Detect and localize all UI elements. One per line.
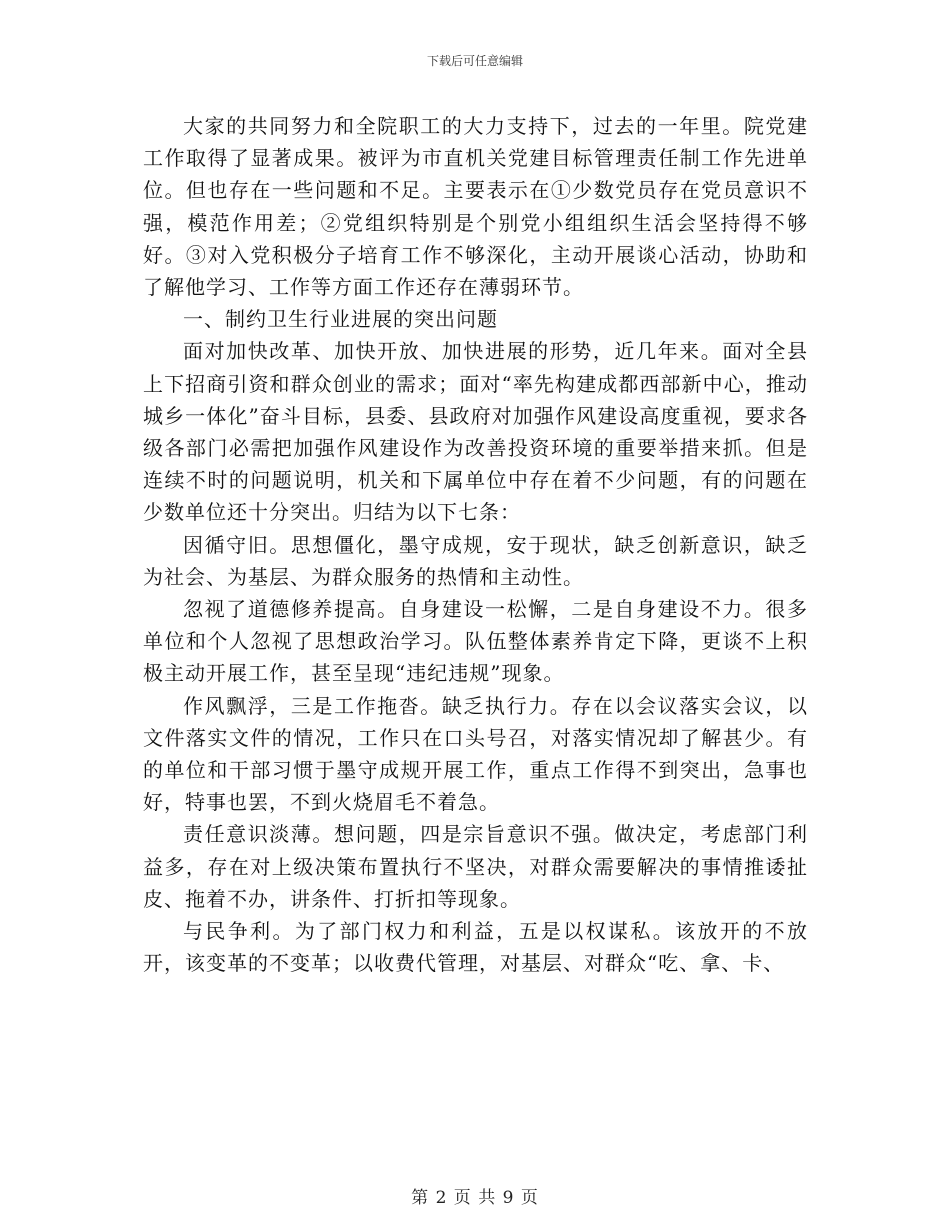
paragraph-3: 因循守旧。思想僵化，墨守成规，安于现状，缺乏创新意识，缺乏为社会、为基层、为群众服务的热情和主动性。 bbox=[143, 532, 808, 589]
paragraph-2: 面对加快改革、加快开放、加快进展的形势，近几年来。面对全县上下招商引资和群众创业的需求；面对“率先构建成都西部新中心，推动城乡一体化”奋斗目标，县委、县政府对加强作风建设高度重视，要求各级各部门必需把加强作风建设作为改善投资环境的重要举措来抓。但是连续不时的问题说明，机关和下属单位中存在着不少问题，有的问题在少数单位还十分突出。归结为以下七条： bbox=[143, 339, 808, 525]
section-heading: 一、制约卫生行业进展的突出问题 bbox=[183, 307, 498, 332]
document-body bbox=[143, 110, 808, 979]
paragraph-6: 责任意识淡薄。想问题，四是宗旨意识不强。做决定，考虑部门利益多，存在对上级决策布置执行不坚决，对群众需要解决的事情推诿扯皮、拖着不办，讲条件、打折扣等现象。 bbox=[143, 822, 808, 911]
paragraph-4: 忽视了道德修养提高。自身建设一松懈，二是自身建设不力。很多单位和个人忽视了思想政治学习。队伍整体素养肯定下降，更谈不上积极主动开展工作，甚至呈现“违纪违规”现象。 bbox=[143, 597, 808, 686]
paragraph-7: 与民争利。为了部门权力和利益，五是以权谋私。该放开的不放开，该变革的不变革；以收费代管理，对基层、对群众“吃、拿、卡、 bbox=[143, 919, 808, 976]
page-header: 下载后可任意编辑 bbox=[426, 54, 523, 68]
paragraph-1: 大家的共同努力和全院职工的大力支持下，过去的一年里。院党建工作取得了显著成果。被评为市直机关党建目标管理责任制工作先进单位。但也存在一些问题和不足。主要表示在①少数党员存在党员意识不强，模范作用差；②党组织特别是个别党小组组织生活会坚持得不够好。③对入党积极分子培育工作不够深化，主动开展谈心活动，协助和了解他学习、工作等方面工作还存在薄弱环节。 bbox=[143, 114, 808, 300]
paragraph-5: 作风飘浮，三是工作拖沓。缺乏执行力。存在以会议落实会议，以文件落实文件的情况，工作只在口头号召，对落实情况却了解甚少。有的单位和干部习惯于墨守成规开展工作，重点工作得不到突出，急事也好，特事也罢，不到火烧眉毛不着急。 bbox=[143, 693, 808, 815]
page-number: 第 2 页 共 9 页 bbox=[411, 1188, 539, 1208]
